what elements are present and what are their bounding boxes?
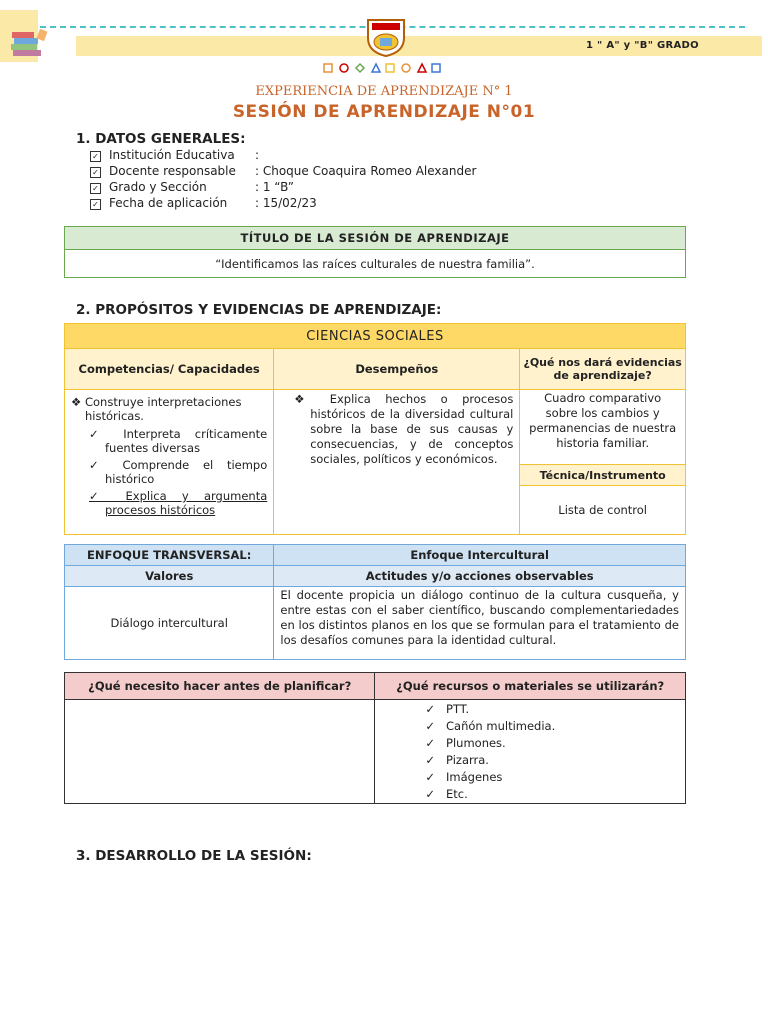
enfoque-table (64, 544, 686, 660)
data-value: : Choque Coaquira Romeo Alexander (255, 164, 477, 178)
evidencia-cell: Cuadro comparativo sobre los cambios y permanencias de nuestra historia familiar. (520, 390, 686, 465)
antes-cell (65, 700, 375, 804)
diamond-bullet-icon: ❖ (294, 392, 330, 406)
col-evidencias: ¿Qué nos dará evidencias de aprendizaje? (520, 349, 686, 390)
checkbox-icon: ✓ (90, 167, 101, 178)
competencia-text: Construye interpretaciones históricas. (84, 395, 242, 423)
recurso-text: Plumones. (446, 736, 506, 750)
col-valores: Valores (65, 566, 274, 587)
recurso-text: Imágenes (446, 770, 503, 784)
competencias-cell (65, 390, 274, 535)
check-icon: ✓ (425, 702, 447, 716)
capacidad-text: Explica y argumenta procesos históricos (105, 489, 268, 517)
valor-cell: Diálogo intercultural (65, 587, 274, 660)
check-icon: ✓ (425, 770, 447, 784)
check-icon: ✓ (425, 736, 447, 750)
desempenos-cell (274, 390, 520, 535)
capacidad-text: Comprende el tiempo histórico (105, 458, 268, 486)
colored-shapes-icon (322, 62, 452, 74)
recurso-item (425, 701, 685, 718)
session-title-table (64, 226, 686, 278)
data-label: Fecha de aplicación (109, 196, 228, 210)
checkbox-icon: ✓ (90, 199, 101, 210)
section1-heading: 1. DATOS GENERALES: (76, 131, 246, 147)
data-row-grade (90, 180, 294, 194)
recurso-item (425, 735, 685, 752)
section2-heading: 2. PROPÓSITOS Y EVIDENCIAS DE APRENDIZAJE: (76, 302, 442, 318)
col-competencias: Competencias/ Capacidades (65, 349, 274, 390)
tecnica-value: Lista de control (520, 486, 686, 535)
col-antes: ¿Qué necesito hacer antes de planificar? (65, 673, 375, 700)
checkbox-icon: ✓ (90, 151, 101, 162)
school-crest-icon (364, 14, 408, 58)
data-label: Institución Educativa (109, 148, 235, 162)
experience-title: EXPERIENCIA DE APRENDIZAJE N° 1 (255, 84, 513, 99)
recurso-item (425, 769, 685, 786)
area-header: CIENCIAS SOCIALES (65, 324, 686, 349)
data-value: : (255, 148, 260, 162)
capacidad-item (89, 458, 267, 486)
session-title: SESIÓN DE APRENDIZAJE N°01 (232, 102, 536, 122)
recurso-text: Cañón multimedia. (446, 719, 556, 733)
recurso-item (425, 752, 685, 769)
recurso-text: Etc. (446, 787, 468, 801)
capacidad-item (89, 489, 267, 517)
books-icon (10, 28, 50, 60)
data-row-institution (90, 148, 259, 162)
actitud-cell: El docente propicia un diálogo continuo de la cultura cusqueña, y entre estas con el saber científico, buscando complementariedades en los distintos planos en los que se formulan para el tratamiento de los desafíos comunes para la identidad cultural. (274, 587, 686, 660)
check-icon: ✓ (89, 427, 124, 441)
session-title-table-header: TÍTULO DE LA SESIÓN DE APRENDIZAJE (65, 227, 686, 250)
col-recursos: ¿Qué recursos o materiales se utilizarán? (375, 673, 686, 700)
diamond-bullet-icon: ❖ (71, 395, 85, 409)
check-icon: ✓ (89, 489, 126, 503)
competencia-item (71, 395, 267, 423)
col-desempenos: Desempeños (274, 349, 520, 390)
col-actitudes: Actitudes y/o acciones observables (274, 566, 686, 587)
data-value: : 1 “B” (255, 180, 294, 194)
check-icon: ✓ (425, 753, 447, 767)
recurso-item (425, 786, 685, 803)
data-value: : 15/02/23 (255, 196, 317, 210)
data-label: Grado y Sección (109, 180, 207, 194)
desempeno-item (294, 392, 513, 467)
purposes-table (64, 323, 686, 535)
recurso-text: Pizarra. (446, 753, 489, 767)
enfoque-name: Enfoque Intercultural (274, 545, 686, 566)
check-icon: ✓ (425, 787, 447, 801)
capacidad-item (89, 427, 267, 455)
data-label: Docente responsable (109, 164, 236, 178)
desempeno-text: Explica hechos o procesos históricos de la diversidad cultural sobre la base de sus causas y consecuencias, y de conceptos sociales, políticos y económicos. (310, 392, 514, 466)
planning-table (64, 672, 686, 804)
data-row-teacher (90, 164, 476, 178)
grade-label: 1 " A" y "B" GRADO (586, 40, 699, 51)
recurso-text: PTT. (446, 702, 470, 716)
recurso-item (425, 718, 685, 735)
enfoque-label: ENFOQUE TRANSVERSAL: (65, 545, 274, 566)
check-icon: ✓ (425, 719, 447, 733)
tecnica-label: Técnica/Instrumento (520, 465, 686, 486)
checkbox-icon: ✓ (90, 183, 101, 194)
check-icon: ✓ (89, 458, 123, 472)
capacidad-text: Interpreta críticamente fuentes diversas (105, 427, 268, 455)
session-title-value: “Identificamos las raíces culturales de nuestra familia”. (65, 250, 686, 278)
data-row-date (90, 196, 317, 210)
section3-heading: 3. DESARROLLO DE LA SESIÓN: (76, 848, 312, 864)
recursos-cell (375, 700, 686, 804)
